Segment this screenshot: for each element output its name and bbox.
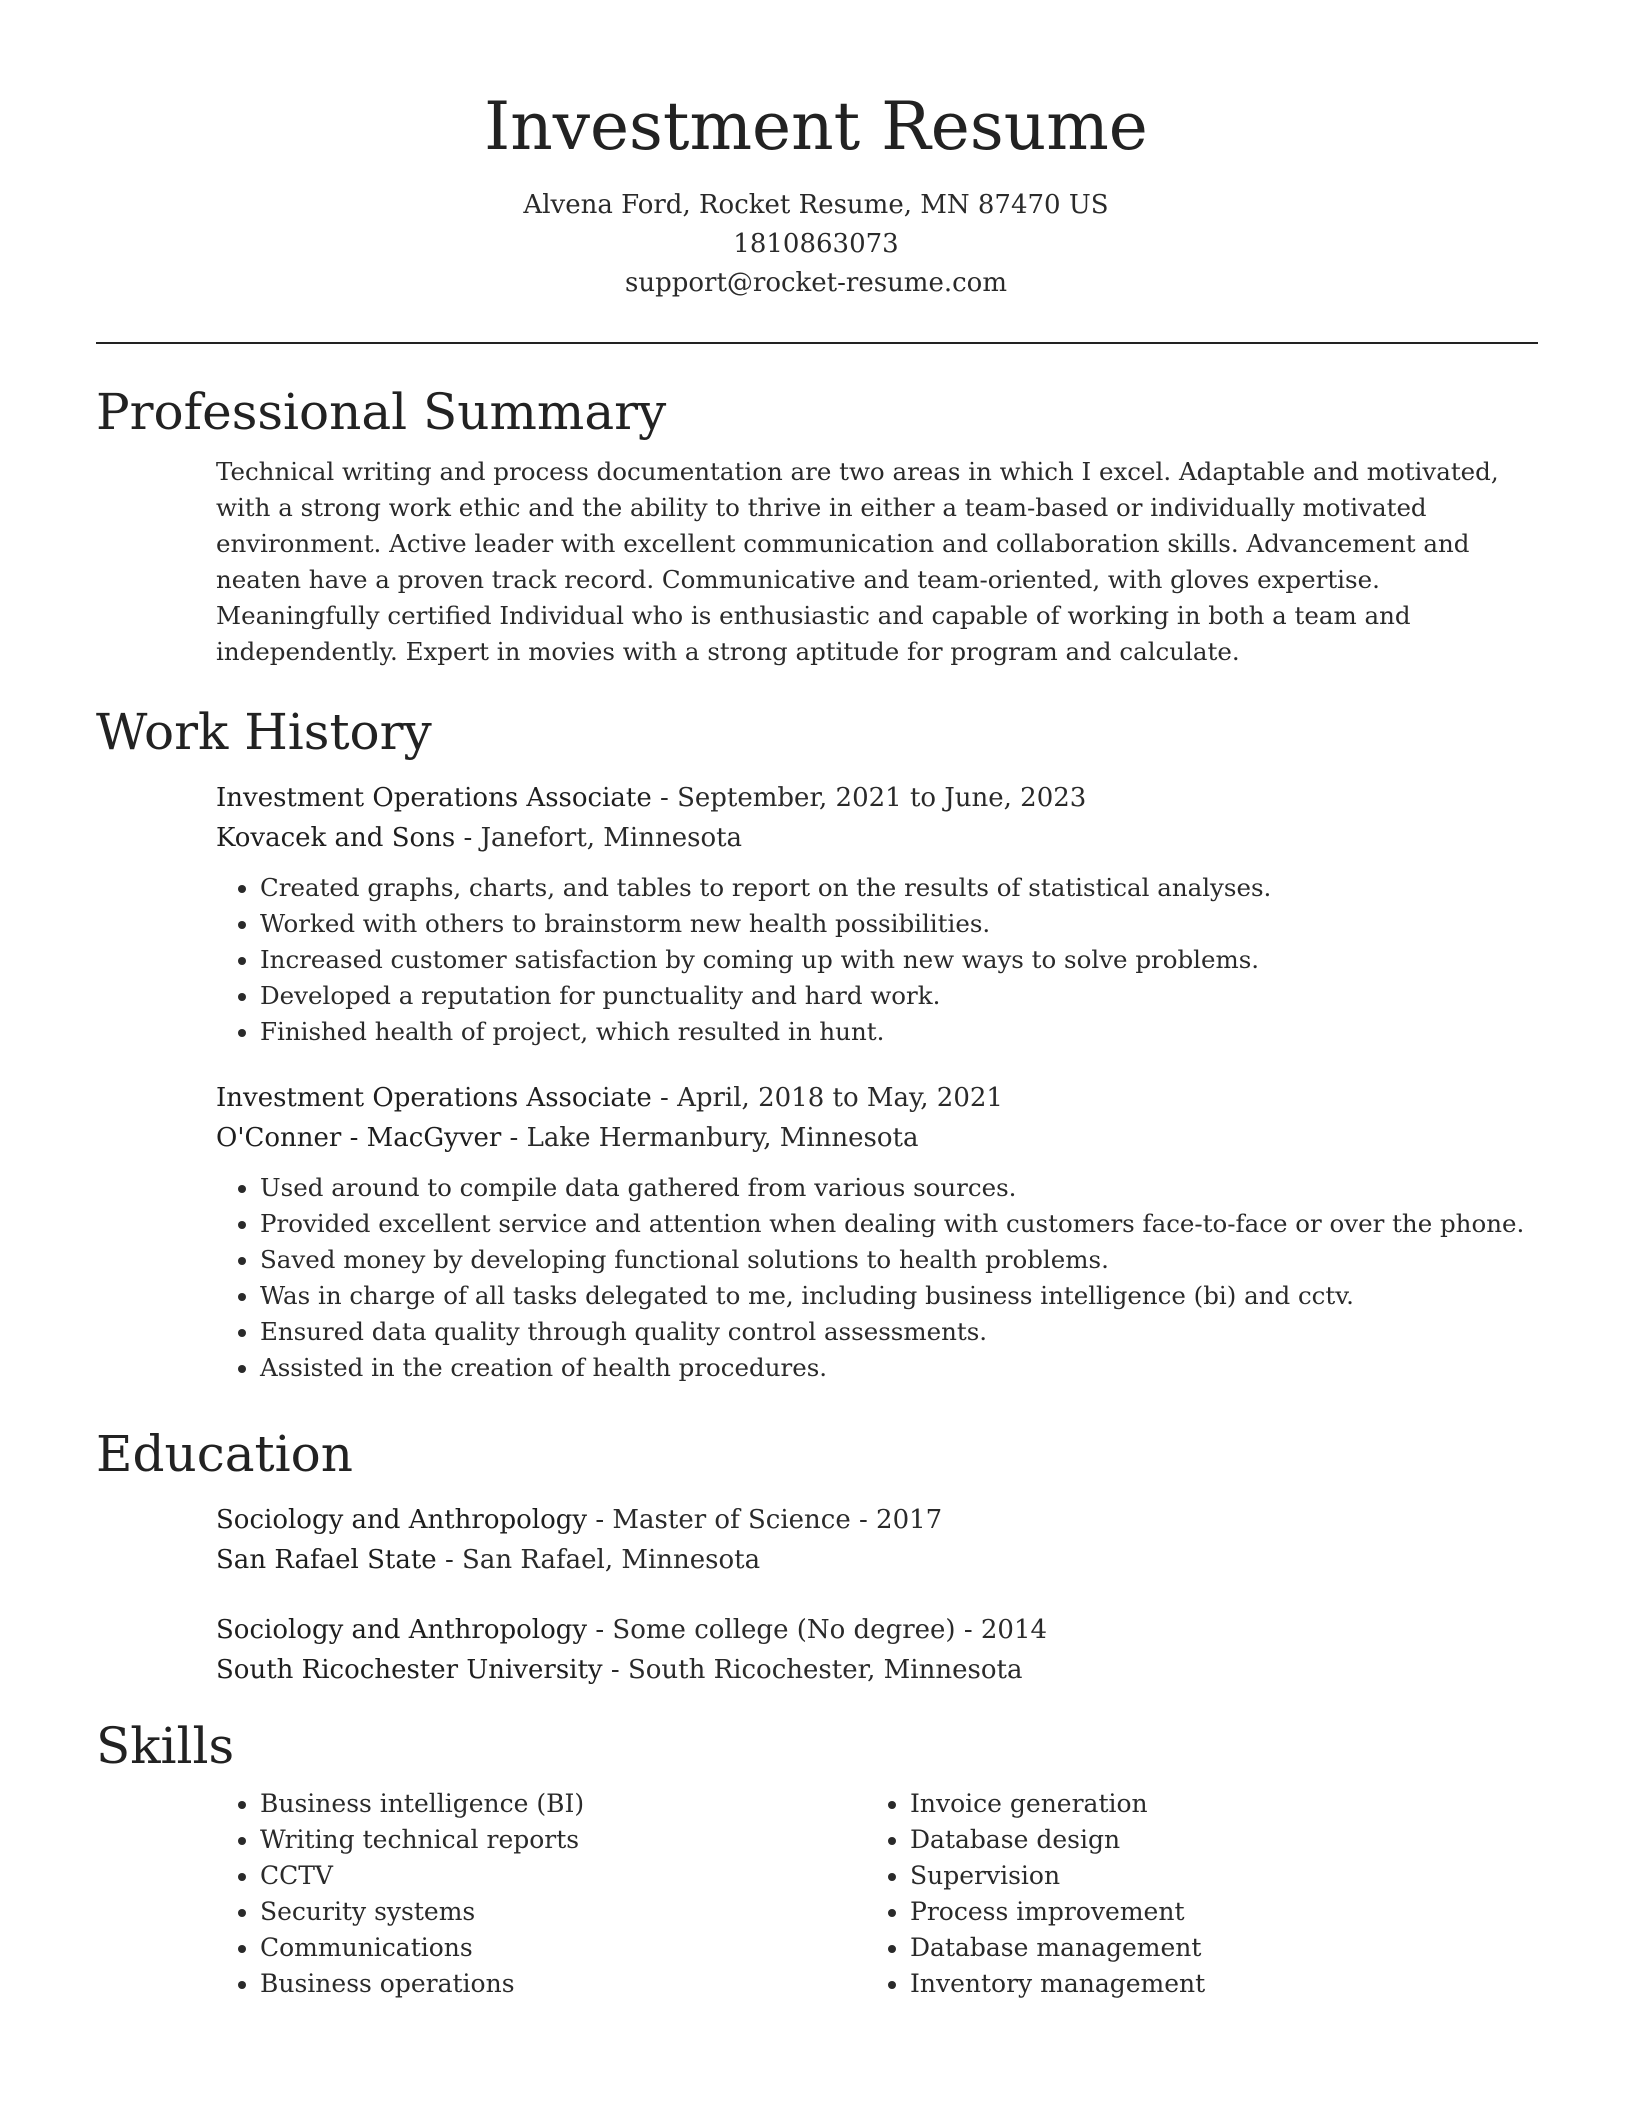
job-title-line (216, 1078, 1538, 1118)
education-degree-line (216, 1500, 1538, 1540)
job-bullet: • Provided excellent service and attention when dealing with customers face-to-face or over the phone. (260, 1206, 1538, 1242)
skill-item: • Supervision (910, 1858, 1516, 1894)
education-entry (216, 1500, 1538, 1580)
education-location: - San Rafael, Minnesota (436, 1545, 761, 1575)
skills-column-right (866, 1778, 1516, 2002)
job-bullet: • Was in charge of all tasks delegated to me, including business intelligence (bi) and cctv. (260, 1278, 1538, 1314)
job-company-line (216, 1118, 1538, 1158)
work-history-heading: Work History (96, 703, 432, 761)
job-bullet: • Saved money by developing functional solutions to health problems. (260, 1242, 1538, 1278)
job-title: Investment Operations Associate (216, 783, 652, 813)
skills-grid (216, 1778, 1538, 2002)
education-location: - South Ricochester, Minnesota (602, 1655, 1023, 1685)
contact-email: support@rocket-resume.com (624, 268, 1007, 298)
skill-item: • Communications (260, 1930, 866, 1966)
job-location: - Janefort, Minnesota (455, 823, 743, 853)
skills-list (216, 1786, 866, 2002)
education-body (216, 1500, 1538, 1690)
skill-item: • Business intelligence (BI) (260, 1786, 866, 1822)
job-bullets (216, 870, 1538, 1050)
job-bullet: • Finished health of project, which resulted in hunt. (260, 1014, 1538, 1050)
job-company-line (216, 818, 1538, 858)
education-section (96, 1422, 1538, 1690)
education-degree-year: - Some college (No degree) - 2014 (587, 1615, 1048, 1645)
education-school-line (216, 1650, 1538, 1690)
skills-body (216, 1778, 1538, 2002)
job-bullet: • Created graphs, charts, and tables to report on the results of statistical analyses. (260, 870, 1538, 906)
education-school: South Ricochester University (216, 1655, 603, 1685)
education-degree-line (216, 1610, 1538, 1650)
skills-list (866, 1786, 1516, 2002)
skills-section (96, 1714, 1538, 2002)
job-title: Investment Operations Associate (216, 1083, 652, 1113)
summary-heading: Professional Summary (96, 383, 667, 441)
education-entry (216, 1610, 1538, 1690)
summary-body (216, 454, 1538, 670)
skill-item: • CCTV (260, 1858, 866, 1894)
job-bullets (216, 1170, 1538, 1386)
job-dates: - April, 2018 to May, 2021 (651, 1083, 1003, 1113)
skills-column-left (216, 1778, 866, 2002)
skill-item: • Business operations (260, 1966, 866, 2002)
resume-title: Investment Resume (484, 88, 1148, 165)
job-company: O'Conner - MacGyver (216, 1123, 502, 1153)
contact-phone: 1810863073 (733, 229, 899, 259)
skill-item: • Security systems (260, 1894, 866, 1930)
job-company: Kovacek and Sons (216, 823, 456, 853)
job-title-line (216, 778, 1538, 818)
contact-address: Alvena Ford, Rocket Resume, MN 87470 US (523, 190, 1109, 220)
skill-item: • Inventory management (910, 1966, 1516, 2002)
job-bullet: • Assisted in the creation of health procedures. (260, 1350, 1538, 1386)
job-dates: - September, 2021 to June, 2023 (651, 783, 1087, 813)
education-field: Sociology and Anthropology (216, 1505, 588, 1535)
summary-section (96, 380, 1538, 670)
education-heading: Education (96, 1425, 353, 1483)
skill-item: • Writing technical reports (260, 1822, 866, 1858)
summary-text: Technical writing and process documentation are two areas in which I excel. Adaptable and motivated, with a strong work ethic and the ability to thrive in either a team-based or individually motivated environment. Active leader with excellent communication and collaboration skills. Advancement and neaten have a proven track record. Communicative and team-oriented, with gloves expertise. Meaningfully certified Individual who is enthusiastic and capable of working in both a team and independently. Expert in movies with a strong aptitude for program and calculate. (216, 457, 1499, 666)
skill-item: • Invoice generation (910, 1786, 1516, 1822)
resume-header (0, 0, 1632, 303)
work-history-section (96, 700, 1538, 1386)
contact-block (0, 186, 1632, 303)
job-bullet: • Increased customer satisfaction by coming up with new ways to solve problems. (260, 942, 1538, 978)
education-school-line (216, 1540, 1538, 1580)
job-bullet: • Worked with others to brainstorm new health possibilities. (260, 906, 1538, 942)
job-bullet: • Ensured data quality through quality control assessments. (260, 1314, 1538, 1350)
skills-heading: Skills (96, 1717, 235, 1775)
skill-item: • Database design (910, 1822, 1516, 1858)
education-school: San Rafael State (216, 1545, 437, 1575)
job-bullet: • Developed a reputation for punctuality and hard work. (260, 978, 1538, 1014)
education-degree-year: - Master of Science - 2017 (587, 1505, 943, 1535)
skill-item: • Database management (910, 1930, 1516, 1966)
job-location: - Lake Hermanbury, Minnesota (501, 1123, 919, 1153)
job-bullet: • Used around to compile data gathered from various sources. (260, 1170, 1538, 1206)
skill-item: • Process improvement (910, 1894, 1516, 1930)
header-divider (96, 342, 1538, 344)
job-entry (216, 778, 1538, 1050)
job-entry (216, 1078, 1538, 1386)
education-field: Sociology and Anthropology (216, 1615, 588, 1645)
work-history-body (216, 778, 1538, 1386)
